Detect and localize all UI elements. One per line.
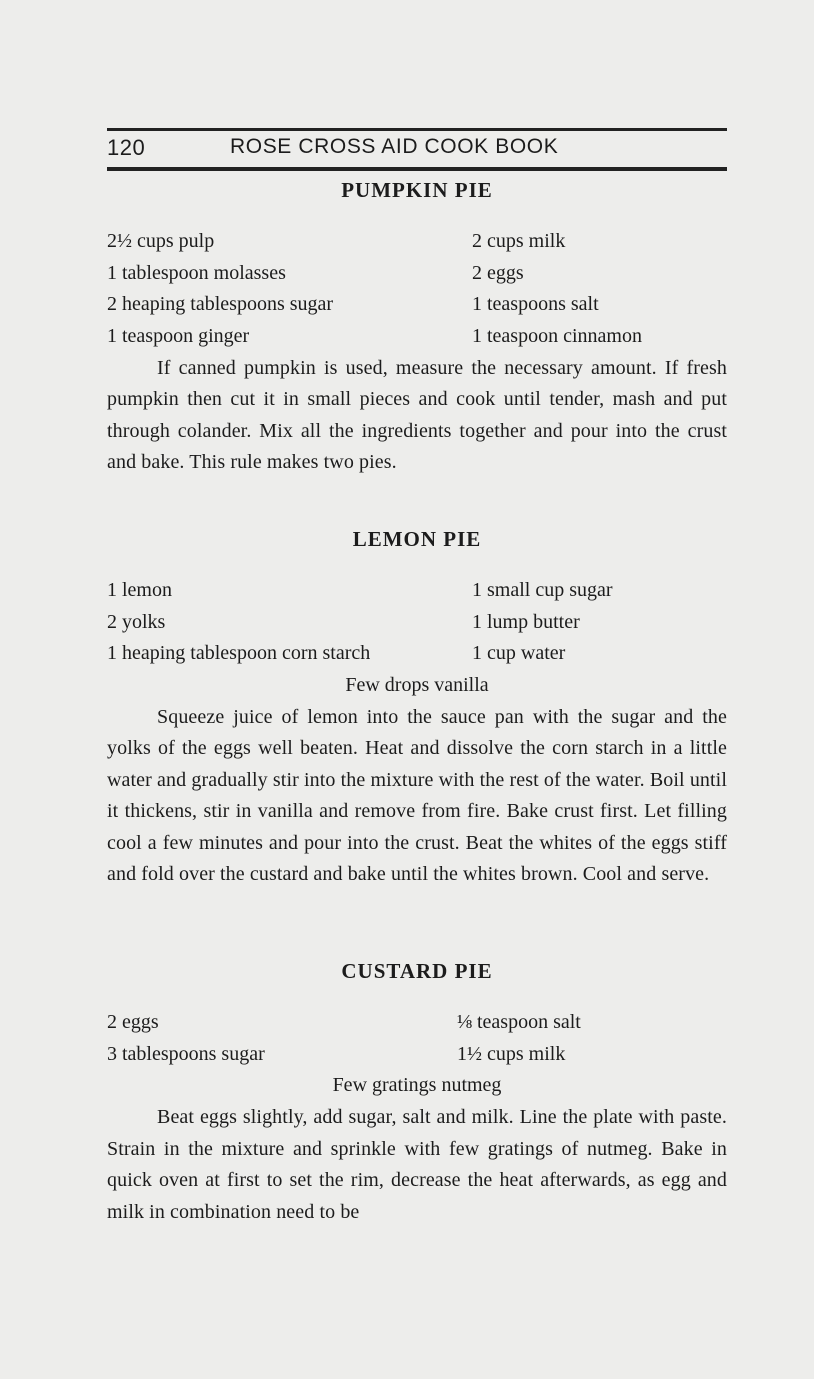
recipe-directions: Beat eggs slightly, add sugar, salt and milk. Line the plate with paste. Strain in the mixture and sprinkle with few gratings of nutmeg. Bake in quick oven at first to set the rim, decrease the heat afterwards, as egg and milk in combination need to be <box>107 1106 727 1223</box>
ingredient: 2 eggs <box>107 1011 159 1033</box>
recipe-title: LEMON PIE <box>352 527 482 551</box>
ingredient: 2½ cups pulp <box>107 230 215 252</box>
recipe-directions: If canned pumpkin is used, measure the necessary amount. If fresh pumpkin then cut it in small pieces and cook until tender, mash and put through colander. Mix all the ingredients together and pour into the crust and bake. This rule makes two pies. <box>107 356 727 474</box>
centered-ingredient: Few drops vanilla <box>345 674 489 697</box>
ingredient: 1 teaspoon cinnamon <box>472 325 642 348</box>
page-header <box>107 128 727 171</box>
running-title: ROSE CROSS AID COOK BOOK <box>230 135 559 158</box>
ingredient-list <box>107 1007 727 1070</box>
ingredient: 2 cups milk <box>472 230 566 252</box>
ingredient: ⅛ teaspoon salt <box>457 1011 581 1033</box>
recipe-title: PUMPKIN PIE <box>341 178 493 202</box>
ingredient: 1 tablespoon molasses <box>107 261 286 284</box>
ingredient: 1 cup water <box>472 642 566 665</box>
ingredient: 1 teaspoons salt <box>472 293 599 316</box>
centered-ingredient: Few gratings nutmeg <box>332 1074 502 1097</box>
ingredient: 1 lump butter <box>472 610 580 633</box>
recipe-directions: Squeeze juice of lemon into the sauce pan with the sugar and the yolks of the eggs well beaten. Heat and dissolve the corn starch in a little water and gradually stir into the mixture with the rest of the water. Boil until it thickens, stir in vanilla and remove from fire. Bake crust first. Let filling cool a few minutes and pour into the crust. Beat the whites of the eggs stiff and fold over the custard and bake until the whites brown. Cool and serve. <box>107 705 727 886</box>
recipe-title: CUSTARD PIE <box>341 959 493 983</box>
page-number: 120 <box>107 135 146 160</box>
ingredient: 2 heaping tablespoons sugar <box>107 293 334 316</box>
ingredient-list <box>107 575 727 670</box>
ingredient: 1 lemon <box>107 579 172 601</box>
ingredient: 2 eggs <box>472 261 524 284</box>
ingredient: 1 small cup sugar <box>472 579 613 601</box>
header-rule-bottom <box>107 167 727 171</box>
ingredient-list <box>107 226 727 353</box>
ingredient: 3 tablespoons sugar <box>107 1042 265 1065</box>
recipe-custard-pie <box>107 955 727 1228</box>
header-rule-top <box>107 128 727 131</box>
ingredient: 1 teaspoon ginger <box>107 325 250 348</box>
ingredient: 1 heaping tablespoon corn starch <box>107 642 371 665</box>
recipe-pumpkin-pie <box>107 174 727 479</box>
ingredient: 2 yolks <box>107 610 166 633</box>
recipe-lemon-pie <box>107 523 727 891</box>
ingredient: 1½ cups milk <box>457 1042 566 1065</box>
